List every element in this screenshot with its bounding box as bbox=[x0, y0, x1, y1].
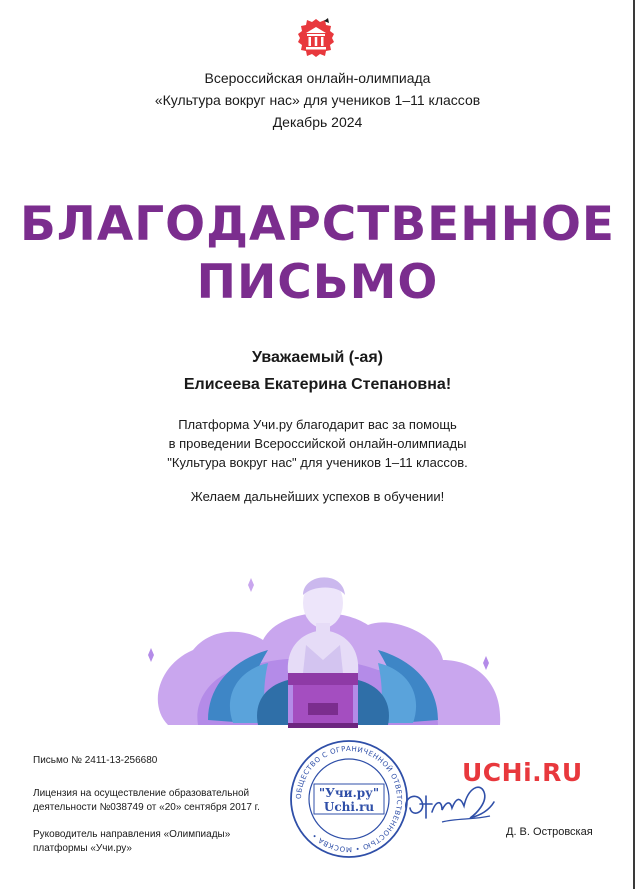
director-name: Д. В. Островская bbox=[506, 826, 593, 838]
stamp-center-top: "Учи.ру" bbox=[318, 786, 380, 800]
greeting bbox=[0, 344, 635, 398]
wish-text: Желаем дальнейших успехов в обучении! bbox=[190, 489, 445, 504]
recipient-name: Елисеева Екатерина Степановна! bbox=[183, 376, 452, 393]
event-header bbox=[0, 67, 635, 133]
stamp-ring-text: ОБЩЕСТВО С ОГРАНИЧЕННОЙ ОТВЕТСТВЕННОСТЬЮ • МОСКВА • bbox=[294, 744, 404, 854]
company-stamp bbox=[288, 738, 410, 860]
letter-body bbox=[0, 415, 635, 472]
museum-icon bbox=[296, 18, 336, 58]
title-line-2: ПИСЬМО bbox=[196, 255, 439, 310]
body-line-2: в проведении Всероссийской онлайн-олимпиады bbox=[168, 436, 467, 451]
uchi-ru-logo: UCHi.RU bbox=[462, 758, 583, 787]
event-subtitle: «Культура вокруг нас» для учеников 1–11 классов bbox=[154, 92, 481, 108]
license-line-1: Лицензия на осуществление образовательной bbox=[33, 788, 250, 799]
event-date: Декабрь 2024 bbox=[272, 114, 363, 130]
bust-illustration bbox=[138, 555, 508, 730]
head-line-2: платформы «Учи.ру» bbox=[33, 843, 132, 854]
head-of-direction bbox=[33, 828, 230, 856]
title-line-1: БЛАГОДАРСТВЕННОЕ bbox=[19, 197, 616, 252]
event-name: Всероссийская онлайн-олимпиада bbox=[204, 70, 431, 86]
license-info bbox=[33, 787, 260, 815]
document-title bbox=[0, 196, 635, 312]
head-line-1: Руководитель направления «Олимпиады» bbox=[33, 829, 231, 840]
letter-number: Письмо № 2411-13-256680 bbox=[33, 755, 158, 766]
salutation: Уважаемый (-ая) bbox=[252, 349, 383, 366]
license-line-2: деятельности №038749 от «20» сентября 2017 г. bbox=[33, 802, 260, 813]
stamp-center-bottom: Uchi.ru bbox=[323, 800, 375, 814]
body-line-3: "Культура вокруг нас" для учеников 1–11 классов. bbox=[167, 455, 468, 470]
body-line-1: Платформа Учи.ру благодарит вас за помощь bbox=[178, 417, 457, 432]
